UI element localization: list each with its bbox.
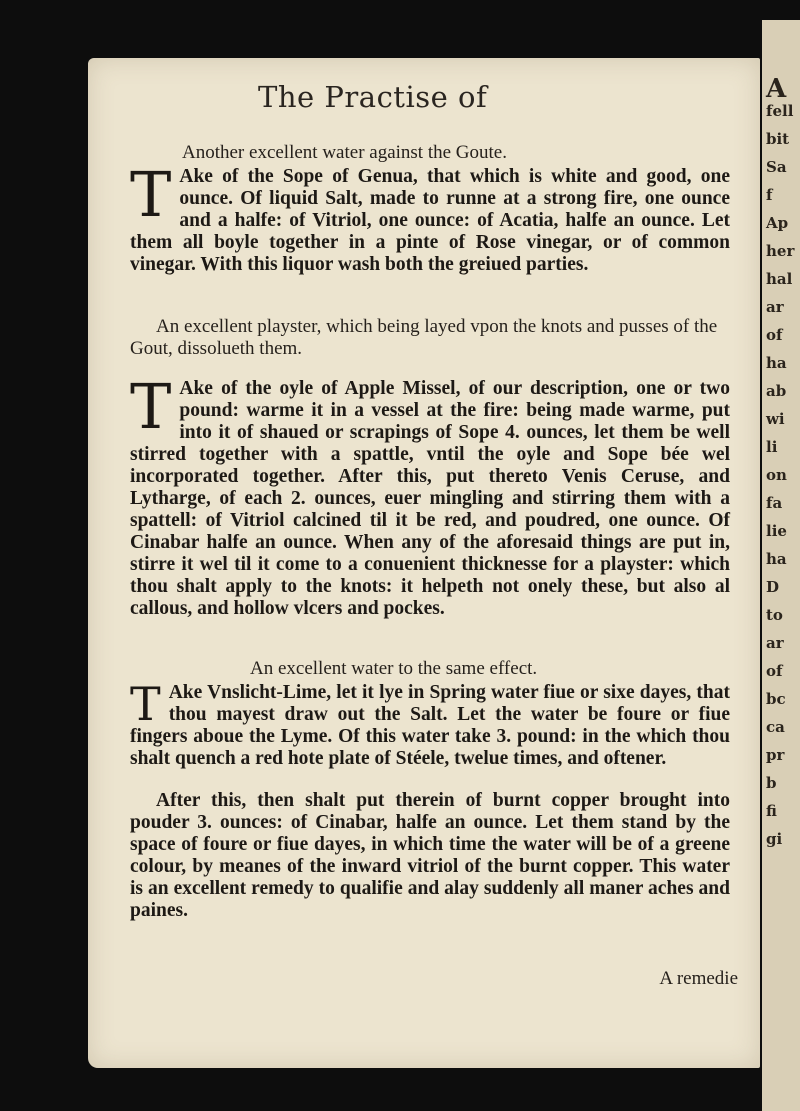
catchword: A remedie xyxy=(659,968,738,989)
section-body xyxy=(130,677,730,770)
adjacent-page-edge xyxy=(762,20,800,1111)
adjacent-page-fragment: Sa xyxy=(766,158,787,176)
drop-cap: T xyxy=(130,677,161,731)
adjacent-page-fragment: on xyxy=(766,466,787,484)
section-body xyxy=(130,158,730,276)
adjacent-page-fragment: of xyxy=(766,326,783,344)
adjacent-page-fragment: hal xyxy=(766,270,793,288)
adjacent-page-fragment: ha xyxy=(766,354,787,372)
paragraph-text: Ake of the Sope of Genua, that which is white and good, one ounce. Of liquid Salt, made to runne at a strong fire, one ounce and a halfe: of Vitriol, one ounce: of Acatia, halfe an ounce. Let them all boyle together in a pinte of Rose vinegar, or of common vinegar. With this liquor wash both the greiued parties. xyxy=(130,166,730,275)
adjacent-page-fragment: her xyxy=(766,242,795,260)
drop-cap: T xyxy=(130,370,172,443)
adjacent-page-fragment: gi xyxy=(766,830,783,848)
adjacent-page-fragment: f xyxy=(766,186,773,204)
drop-cap: T xyxy=(130,158,172,231)
section-body xyxy=(130,370,730,620)
adjacent-page-fragment: wi xyxy=(766,410,785,428)
adjacent-page-fragment: of xyxy=(766,662,783,680)
adjacent-page-fragment: D xyxy=(766,578,780,596)
adjacent-page-fragment: pr xyxy=(766,746,785,764)
section-heading: An excellent water to the same effect. xyxy=(250,658,538,679)
adjacent-page-fragment: ab xyxy=(766,382,787,400)
adjacent-page-fragment: bc xyxy=(766,690,786,708)
adjacent-page-fragment: b xyxy=(766,774,777,792)
adjacent-page-fragment: fa xyxy=(766,494,783,512)
adjacent-page-fragment: ar xyxy=(766,634,784,652)
section-heading: An excellent playster, which being layed vpon the knots and pusses of the Gout, dissolueth them. xyxy=(130,316,718,359)
adjacent-page-fragment: ar xyxy=(766,298,784,316)
section-heading: Another excellent water against the Goute. xyxy=(182,142,507,163)
adjacent-page-fragment: li xyxy=(766,438,778,456)
adjacent-page-fragment: ca xyxy=(766,718,785,736)
adjacent-page-fragment: fi xyxy=(766,802,777,820)
adjacent-page-fragment: lie xyxy=(766,522,787,540)
section-body-continued: After this, then shalt put therein of burnt copper brought into pouder 3. ounces: of Cinabar, halfe an ounce. Let them stand by the space of foure or fiue dayes, in which time the water will be of a greene colour, by meanes of the inward vitriol of the burnt copper. This water is an excellent remedy to qualifie and alay suddenly all maner aches and paines. xyxy=(130,790,730,921)
running-head: The Practise of xyxy=(258,80,488,114)
adjacent-page-fragment: A xyxy=(766,74,787,104)
paragraph-text: Ake Vnslicht-Lime, let it lye in Spring water fiue or sixe dayes, that thou mayest draw out the Salt. Let the water be foure or fiue fingers aboue the Lyme. Of this water take 3. pound: in the which thou shalt quench a red hote plate of Stéele, twelue times, and oftener. xyxy=(130,682,730,769)
book-page xyxy=(88,58,760,1068)
adjacent-page-fragment: to xyxy=(766,606,783,624)
adjacent-page-fragment: Ap xyxy=(766,214,789,232)
adjacent-page-fragment: bit xyxy=(766,130,790,148)
paragraph-text: Ake of the oyle of Apple Missel, of our description, one or two pound: warme it in a vessel at the fire: being made warme, put into it of shaued or scrapings of Sope 4. ounces, let them be well stirred together with a spattle, vntil the oyle and Sope bée wel incorporated together. After this, put thereto Venis Ceruse, and Lytharge, of each 2. ounces, euer mingling and stirring them with a spattell: of Vitriol calcined til it be red, and poudred, one ounce. Of Cinabar halfe an ounce. When any of the aforesaid things are put in, stirre it wel til it come to a conuenient thicknesse for a playster: which thou shalt apply to the knots: it helpeth not onely these, but also al callous, and hollow vlcers and pockes. xyxy=(130,378,730,619)
adjacent-page-fragment: ha xyxy=(766,550,787,568)
adjacent-page-fragment: fell xyxy=(766,102,794,120)
